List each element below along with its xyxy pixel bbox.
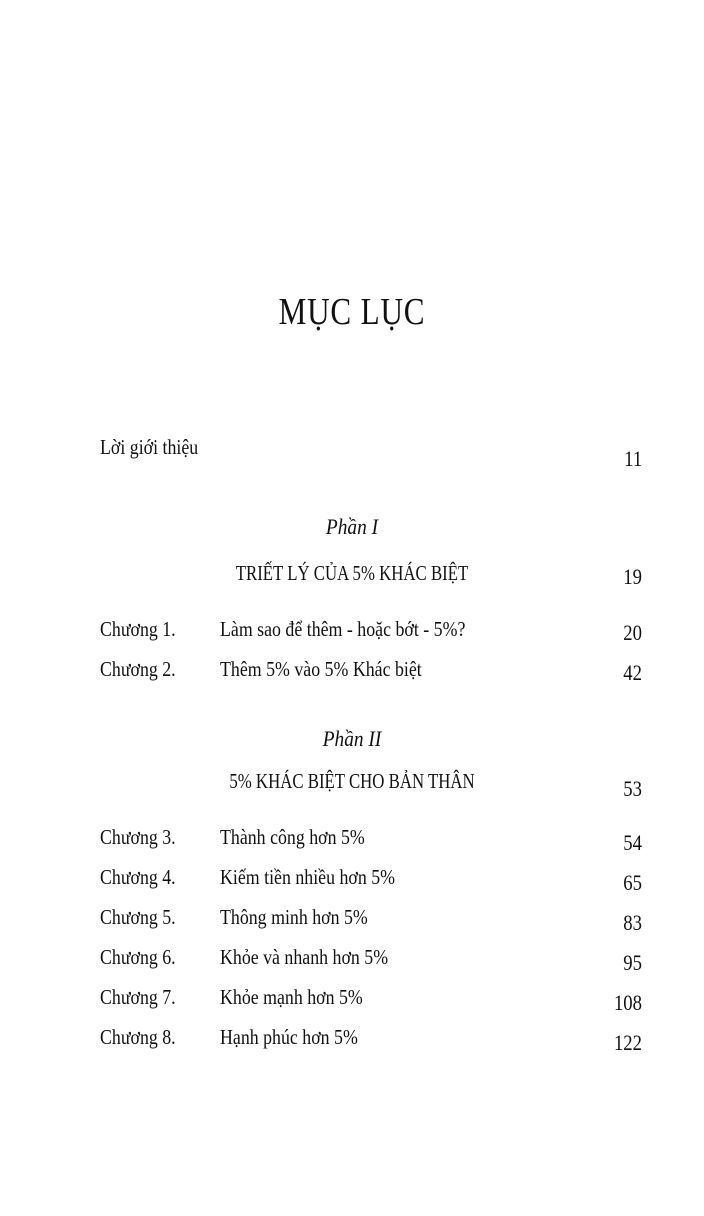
- part-heading: [0, 556, 704, 590]
- chapter-label: Chương 7.: [100, 985, 176, 1009]
- chapter-page: 65: [623, 870, 642, 895]
- chapter-label: Chương 2.: [100, 657, 176, 681]
- chapter-label: Chương 1.: [100, 617, 176, 641]
- toc-entry: [0, 1020, 704, 1054]
- chapter-title: Hạnh phúc hơn 5%: [220, 1025, 358, 1049]
- chapter-label: Chương 4.: [100, 865, 176, 889]
- chapter-page: 42: [623, 660, 642, 685]
- chapter-page: 54: [623, 830, 642, 855]
- toc-entry: [0, 980, 704, 1014]
- chapter-page: 20: [623, 620, 642, 645]
- chapter-page: 122: [613, 1030, 642, 1055]
- part-title: TRIẾT LÝ CỦA 5% KHÁC BIỆT: [235, 561, 469, 585]
- part-title: 5% KHÁC BIỆT CHO BẢN THÂN: [229, 769, 475, 793]
- chapter-label: Chương 8.: [100, 1025, 176, 1049]
- chapter-title: Thêm 5% vào 5% Khác biệt: [220, 657, 422, 681]
- part-label: Phần I: [325, 514, 379, 539]
- toc-entry-intro: [0, 430, 704, 471]
- toc-entry: [0, 652, 704, 686]
- chapter-page: 95: [623, 950, 642, 975]
- page-title: MỤC LỤC: [278, 291, 426, 333]
- chapter-page: 83: [623, 910, 642, 935]
- toc-entry: [0, 612, 704, 646]
- toc-entry: [0, 860, 704, 894]
- chapter-title: Khỏe mạnh hơn 5%: [220, 985, 363, 1009]
- chapter-title: Thông minh hơn 5%: [220, 905, 368, 929]
- chapter-title: Kiếm tiền nhiều hơn 5%: [220, 865, 396, 889]
- toc-entry-title: Lời giới thiệu: [100, 435, 199, 459]
- toc-entry: [0, 900, 704, 934]
- toc-entry: [0, 940, 704, 974]
- chapter-title: Khỏe và nhanh hơn 5%: [220, 945, 389, 969]
- chapter-label: Chương 5.: [100, 905, 176, 929]
- chapter-title: Thành công hơn 5%: [220, 825, 365, 849]
- part-heading: [0, 764, 704, 801]
- part-label: Phần II: [322, 726, 382, 751]
- chapter-title: Làm sao để thêm - hoặc bớt - 5%?: [220, 617, 466, 641]
- toc-entry-page: 11: [623, 446, 642, 471]
- chapter-page: 108: [613, 990, 642, 1015]
- part-page: 19: [623, 564, 642, 589]
- toc-entry: [0, 820, 704, 854]
- part-page: 53: [623, 776, 642, 801]
- chapter-label: Chương 3.: [100, 825, 176, 849]
- chapter-label: Chương 6.: [100, 945, 176, 969]
